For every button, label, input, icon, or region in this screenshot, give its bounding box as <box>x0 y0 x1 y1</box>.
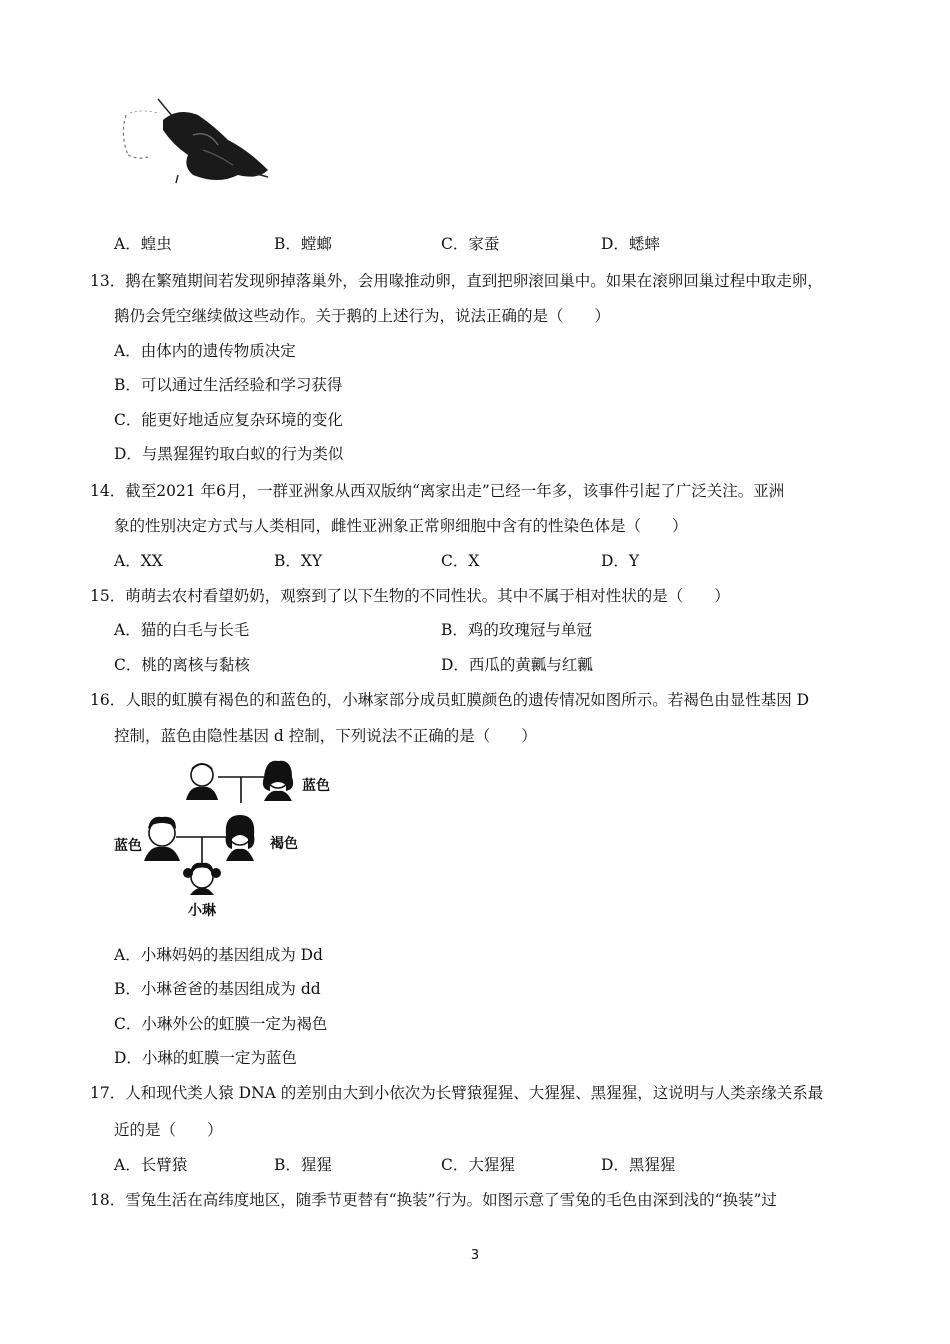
q14-option-c: C．X <box>441 552 480 570</box>
q17-option-c: C．大猩猩 <box>441 1156 515 1174</box>
q15-option-c: C．桃的离核与黏核 <box>114 656 250 674</box>
q16-stem-line1: 16．人眼的虹膜有褐色的和蓝色的，小琳家部分成员虹膜颜色的遗传情况如图所示。若褐色由显性基因 D <box>90 691 810 709</box>
q12-option-c: C．家蚕 <box>441 235 500 253</box>
q16-stem-line2: 控制，蓝色由隐性基因 d 控制，下列说法不正确的是（ ） <box>114 727 537 745</box>
q13-option-c: C．能更好地适应复杂环境的变化 <box>114 411 343 429</box>
q16-option-c: C．小琳外公的虹膜一定为褐色 <box>114 1015 328 1033</box>
q13-stem-line2: 鹅仍会凭空继续做这些动作。关于鹅的上述行为，说法正确的是（ ） <box>114 307 611 325</box>
q16-option-b: B．小琳爸爸的基因组成为 dd <box>114 980 321 998</box>
q13-option-d: D．与黑猩猩钓取白蚁的行为类似 <box>114 445 344 463</box>
q16-option-a: A．小琳妈妈的基因组成为 Dd <box>114 946 323 964</box>
q15-option-d: D．西瓜的黄瓤与红瓤 <box>441 656 593 674</box>
q15-option-b: B．鸡的玫瑰冠与单冠 <box>441 621 592 639</box>
page-number: 3 <box>470 1248 480 1263</box>
q16-option-d: D．小琳的虹膜一定为蓝色 <box>114 1049 297 1067</box>
q17-option-b: B．猩猩 <box>274 1156 332 1174</box>
father-portrait <box>144 817 180 861</box>
mother-portrait <box>226 815 255 861</box>
mother-eye-color-label: 褐色 <box>270 836 298 852</box>
q12-option-a: A．蝗虫 <box>114 235 172 253</box>
q14-stem-line1: 14．截至2021 年6月，一群亚洲象从西双版纳“离家出走”已经一年多，该事件引起了广泛关注。亚洲 <box>90 482 785 500</box>
father-eye-color-label: 蓝色 <box>114 838 142 854</box>
grandpa-portrait <box>186 764 218 800</box>
q12-option-b: B．螳螂 <box>274 235 332 253</box>
child-name-label: 小琳 <box>188 903 216 919</box>
q17-stem-line1: 17．人和现代类人猿 DNA 的差别由大到小依次为长臂猿猩猩、大猩猩、黑猩猩，这说明与人类亲缘关系最 <box>90 1084 824 1102</box>
q14-option-b: B．XY <box>274 552 323 570</box>
q12-option-d: D．蟋蟀 <box>601 235 660 253</box>
q14-option-a: A．XX <box>114 552 163 570</box>
q15-option-a: A．猫的白毛与长毛 <box>114 621 250 639</box>
grandma-eye-color-label: 蓝色 <box>302 778 330 794</box>
q15-stem-line1: 15．萌萌去农村看望奶奶，观察到了以下生物的不同性状。其中不属于相对性状的是（ ） <box>90 587 730 605</box>
insect-image <box>118 95 298 195</box>
q14-option-d: D．Y <box>601 552 640 570</box>
grandma-portrait <box>263 761 293 801</box>
q13-stem-line1: 13．鹅在繁殖期间若发现卵掉落巢外，会用喙推动卵，直到把卵滚回巢中。如果在滚卵回巢过程中取走卵， <box>90 272 823 290</box>
child-portrait <box>183 863 221 895</box>
q14-stem-line2: 象的性别决定方式与人类相同，雌性亚洲象正常卵细胞中含有的性染色体是（ ） <box>114 517 688 535</box>
q17-option-a: A．长臂猿 <box>114 1156 188 1174</box>
q17-option-d: D．黑猩猩 <box>601 1156 676 1174</box>
q18-stem-line1: 18．雪兔生活在高纬度地区，随季节更替有“换装”行为。如图示意了雪兔的毛色由深到浅的“换装”过 <box>90 1191 777 1209</box>
q17-stem-line2: 近的是（ ） <box>114 1121 223 1139</box>
q13-option-a: A．由体内的遗传物质决定 <box>114 342 296 360</box>
q13-option-b: B．可以通过生活经验和学习获得 <box>114 376 343 394</box>
